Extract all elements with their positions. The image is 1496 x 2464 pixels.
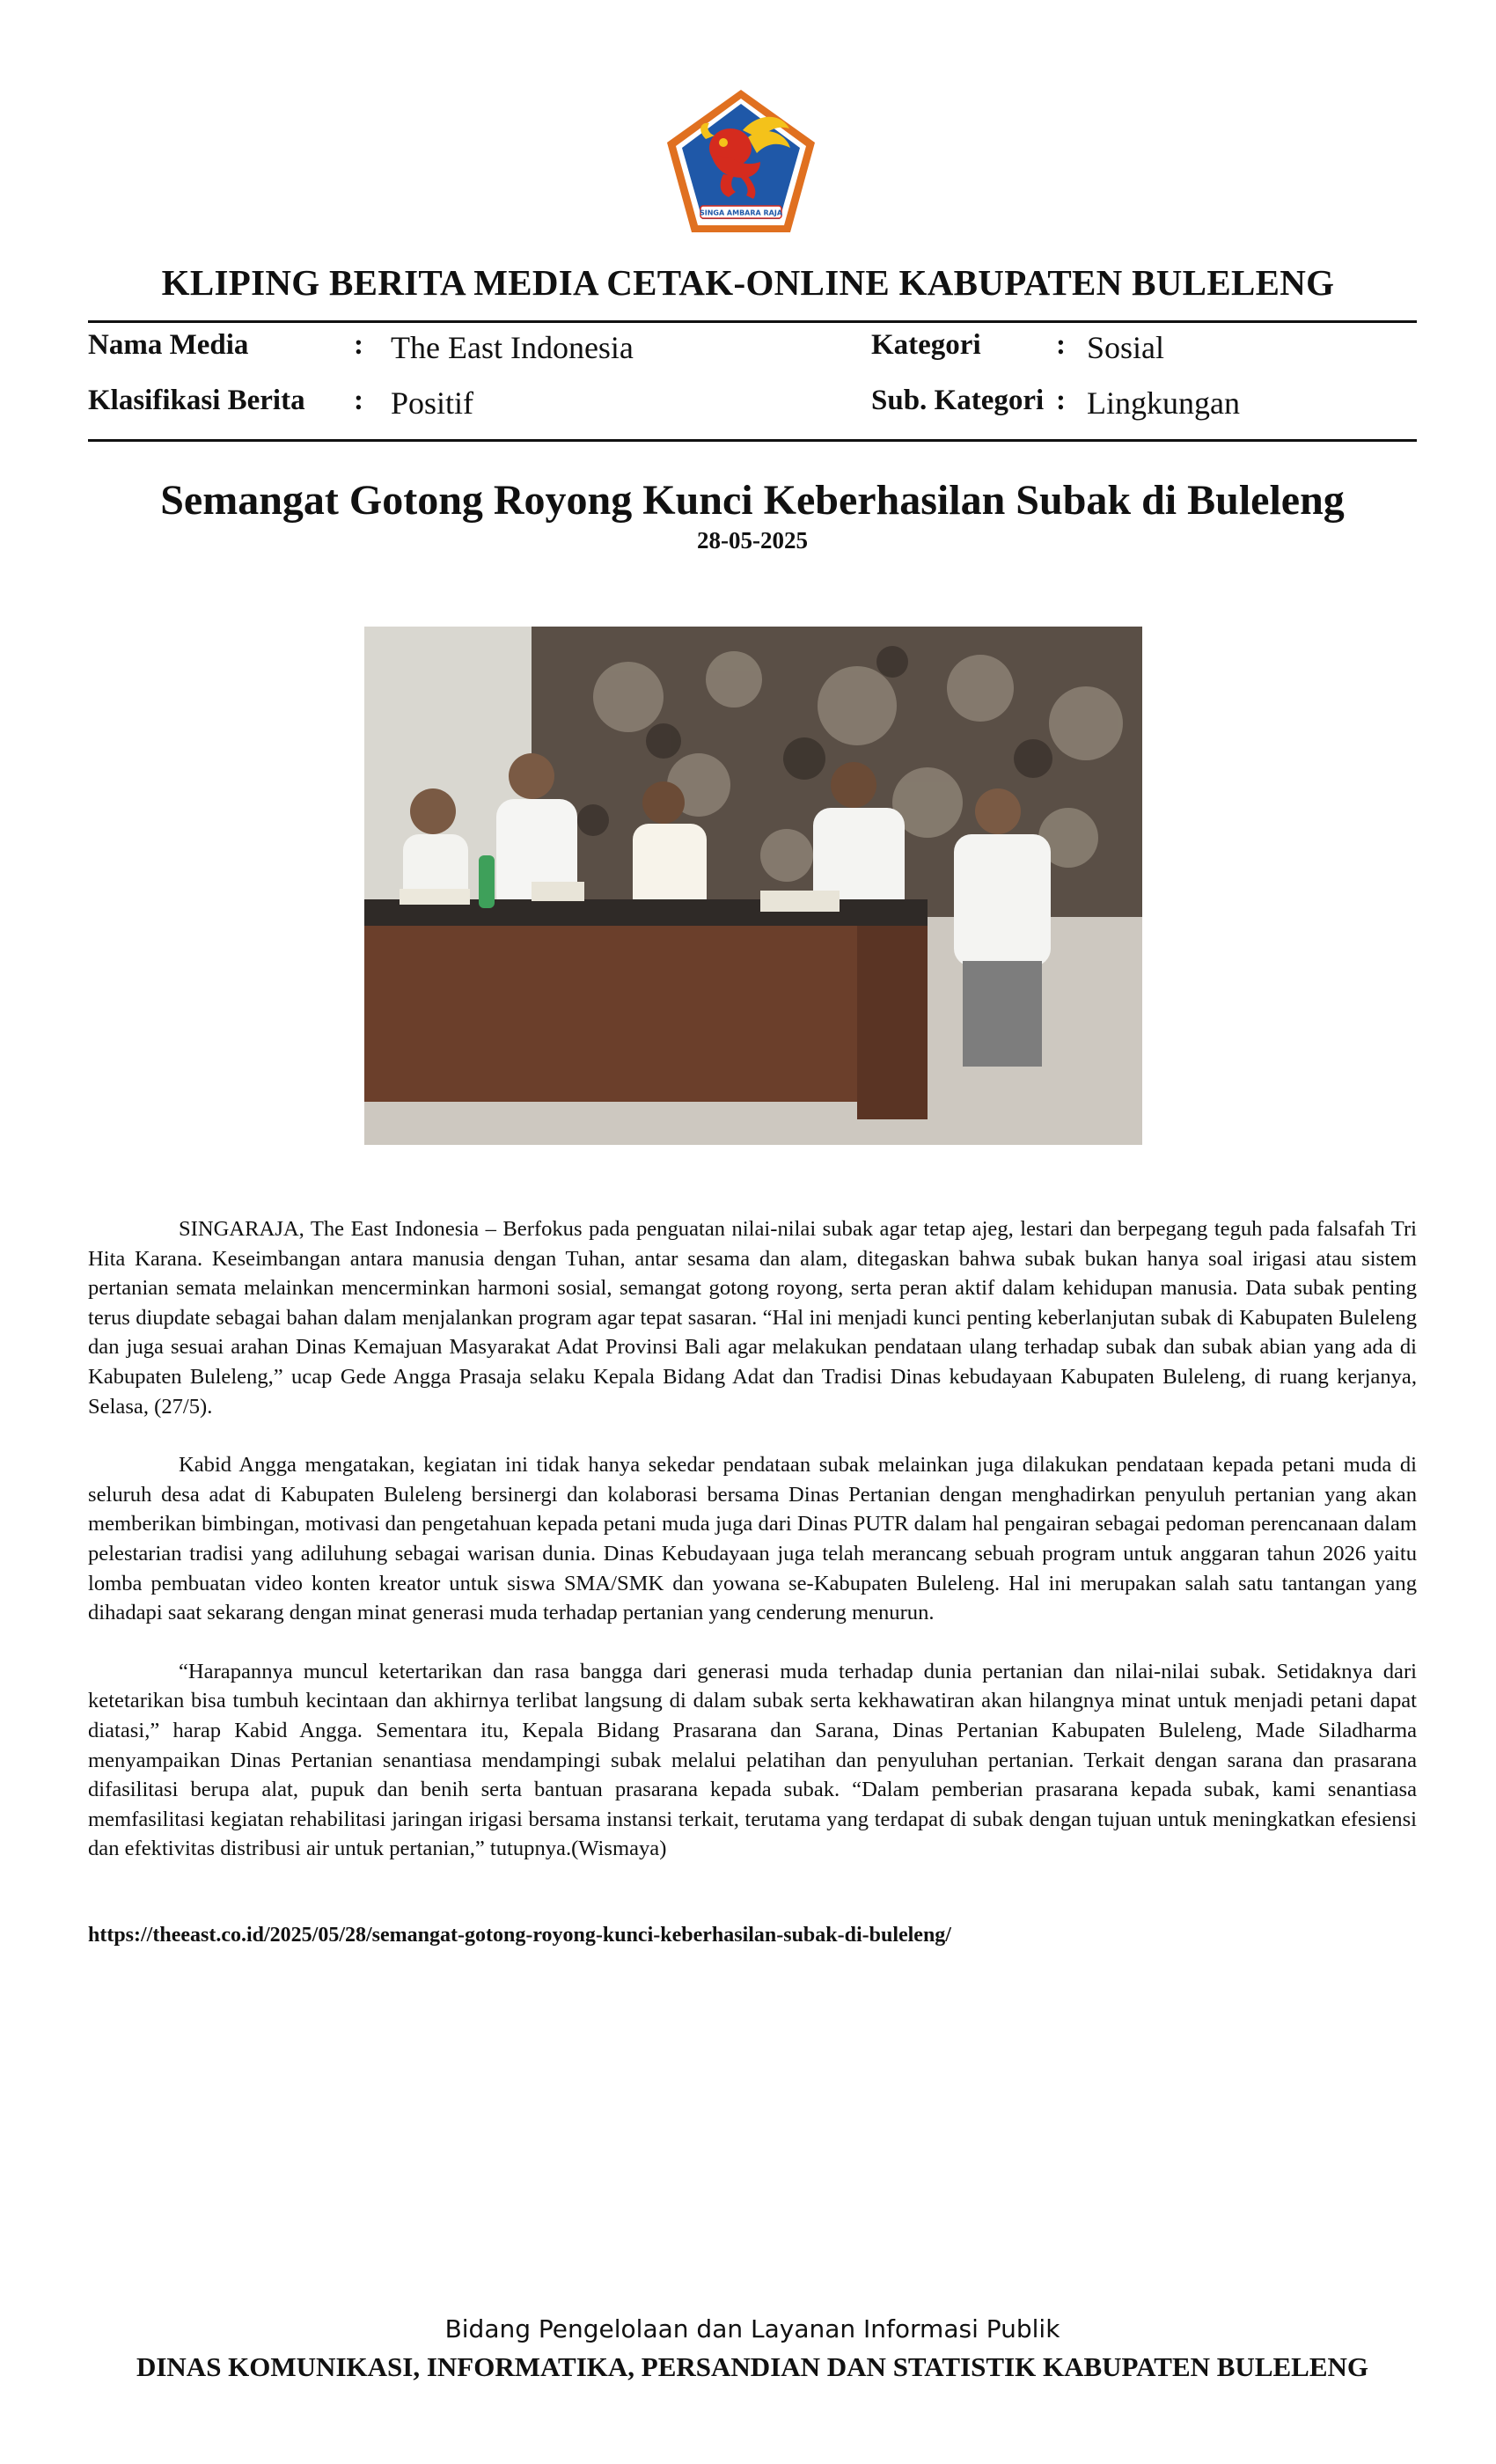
article-date: 28-05-2025 [697,527,808,554]
sub-kategori-label: Sub. Kategori [871,385,1045,416]
source-url-link[interactable]: https://theeast.co.id/2025/05/28/semangat-gotong-royong-kunci-keberhasilan-subak-di-buleleng/ [88,1924,951,1947]
footer-unit-name: Bidang Pengelolaan dan Layanan Informasi Publik [444,2314,1060,2343]
klasifikasi-berita-colon: : [354,385,363,416]
nama-media-value: The East Indonesia [391,330,634,365]
article-paragraph: Kabid Angga mengatakan, kegiatan ini tidak hanya sekedar pendataan subak melainkan juga dilakukan pendataan kepada petani muda di seluruh desa adat di Kabupaten Buleleng bersinergi dan kolaborasi bersama Dinas Pertanian dengan menghadirkan penyuluh pertanian yang akan memberikan bimbingan, motivasi dan pengetahuan kepada petani muda juga dari Dinas PUTR dalam hal pengairan sebagai pedoman perencanaan dalam pelestarian tradisi yang adiluhung sebagai warisan dunia. Dinas Kebudayaan juga telah merancang sebuah program untuk anggaran tahun 2026 yaitu lomba pembuatan video konten kreator untuk siswa SMA/SMK dan yowana se-Kabupaten Buleleng. Hal ini merupakan salah satu tantangan yang dihadapi saat sekarang dengan minat generasi muda terhadap pertanian yang cenderung menurun. [88,1453,1417,1625]
sub-kategori-colon: : [1056,385,1066,416]
nama-media-label: Nama Media [88,329,249,361]
header-divider-bottom [88,439,1417,442]
kategori-value: Sosial [1087,330,1165,365]
klasifikasi-berita-value: Positif [391,385,474,421]
kategori-label: Kategori [871,329,981,361]
article-body [88,1214,1417,1893]
article-paragraph: SINGARAJA, The East Indonesia – Berfokus pada penguatan nilai-nilai subak agar tetap ajeg, lestari dan berpegang teguh pada falsafah Tri Hita Karana. Keseimbangan antara manusia dengan Tuhan, antar sesama dan alam, ditegaskan bahwa subak bukan hanya soal irigasi atau sistem pertanian semata melainkan mencerminkan harmoni sosial, semangat gotong royong, serta peran aktif dalam kehidupan manusia. Data subak penting terus diupdate sebagai bahan dalam menjalankan program agar tepat sasaran. “Hal ini menjadi kunci penting keberlanjutan subak di Kabupaten Buleleng dan juga sesuai arahan Dinas Kemajuan Masyarakat Adat Provinsi Bali agar melakukan pendataan ulang terhadap subak dan subak abian yang ada di Kabupaten Buleleng,” ucap Gede Angga Prasaja selaku Kepala Bidang Adat dan Tradisi Dinas kebudayaan Kabupaten Buleleng, di ruang kerjanya, Selasa, (27/5). [88,1217,1417,1419]
article-headline: Semangat Gotong Royong Kunci Keberhasilan Subak di Buleleng [160,477,1345,524]
klasifikasi-berita-label: Klasifikasi Berita [88,385,305,416]
article-photo [364,627,1142,1145]
buleleng-regency-logo [662,86,820,236]
sub-kategori-value: Lingkungan [1087,385,1240,421]
kategori-colon: : [1056,329,1066,361]
footer-office-name: DINAS KOMUNIKASI, INFORMATIKA, PERSANDIAN DAN STATISTIK KABUPATEN BULELENG [136,2351,1369,2382]
article-paragraph: “Harapannya muncul ketertarikan dan rasa bangga dari generasi muda terhadap dunia pertanian dan nilai-nilai subak. Setidaknya dari ketetarikan bisa tumbuh kecintaan dan akhirnya terlibat langsung di dalam subak serta kekhawatiran akan hilangnya minat untuk menjadi petani dapat diatasi,” harap Kabid Angga. Sementara itu, Kepala Bidang Prasarana dan Sarana, Dinas Pertanian Kabupaten Buleleng, Made Siladharma menyampaikan Dinas Pertanian senantiasa mendampingi subak melalui pelatihan dan penyuluhan pertanian. Terkait dengan sarana dan prasarana difasilitasi berupa alat, pupuk dan benih serta bantuan prasarana kepada subak. “Dalam pemberian prasarana kepada subak, kami senantiasa memfasilitasi kegiatan rehabilitasi jaringan irigasi bersama instansi terkait, terutama yang terdapat di subak dengan tujuan untuk meningkatkan efesiensi dan efektivitas distribusi air untuk pertanian,” tutupnya.(Wismaya) [88,1659,1417,1861]
header-divider-top [88,320,1417,323]
logo-motto-text: SINGA AMBARA RAJA [699,209,783,217]
document-header-title: KLIPING BERITA MEDIA CETAK-ONLINE KABUPATEN BULELENG [161,262,1335,303]
nama-media-colon: : [354,329,363,361]
